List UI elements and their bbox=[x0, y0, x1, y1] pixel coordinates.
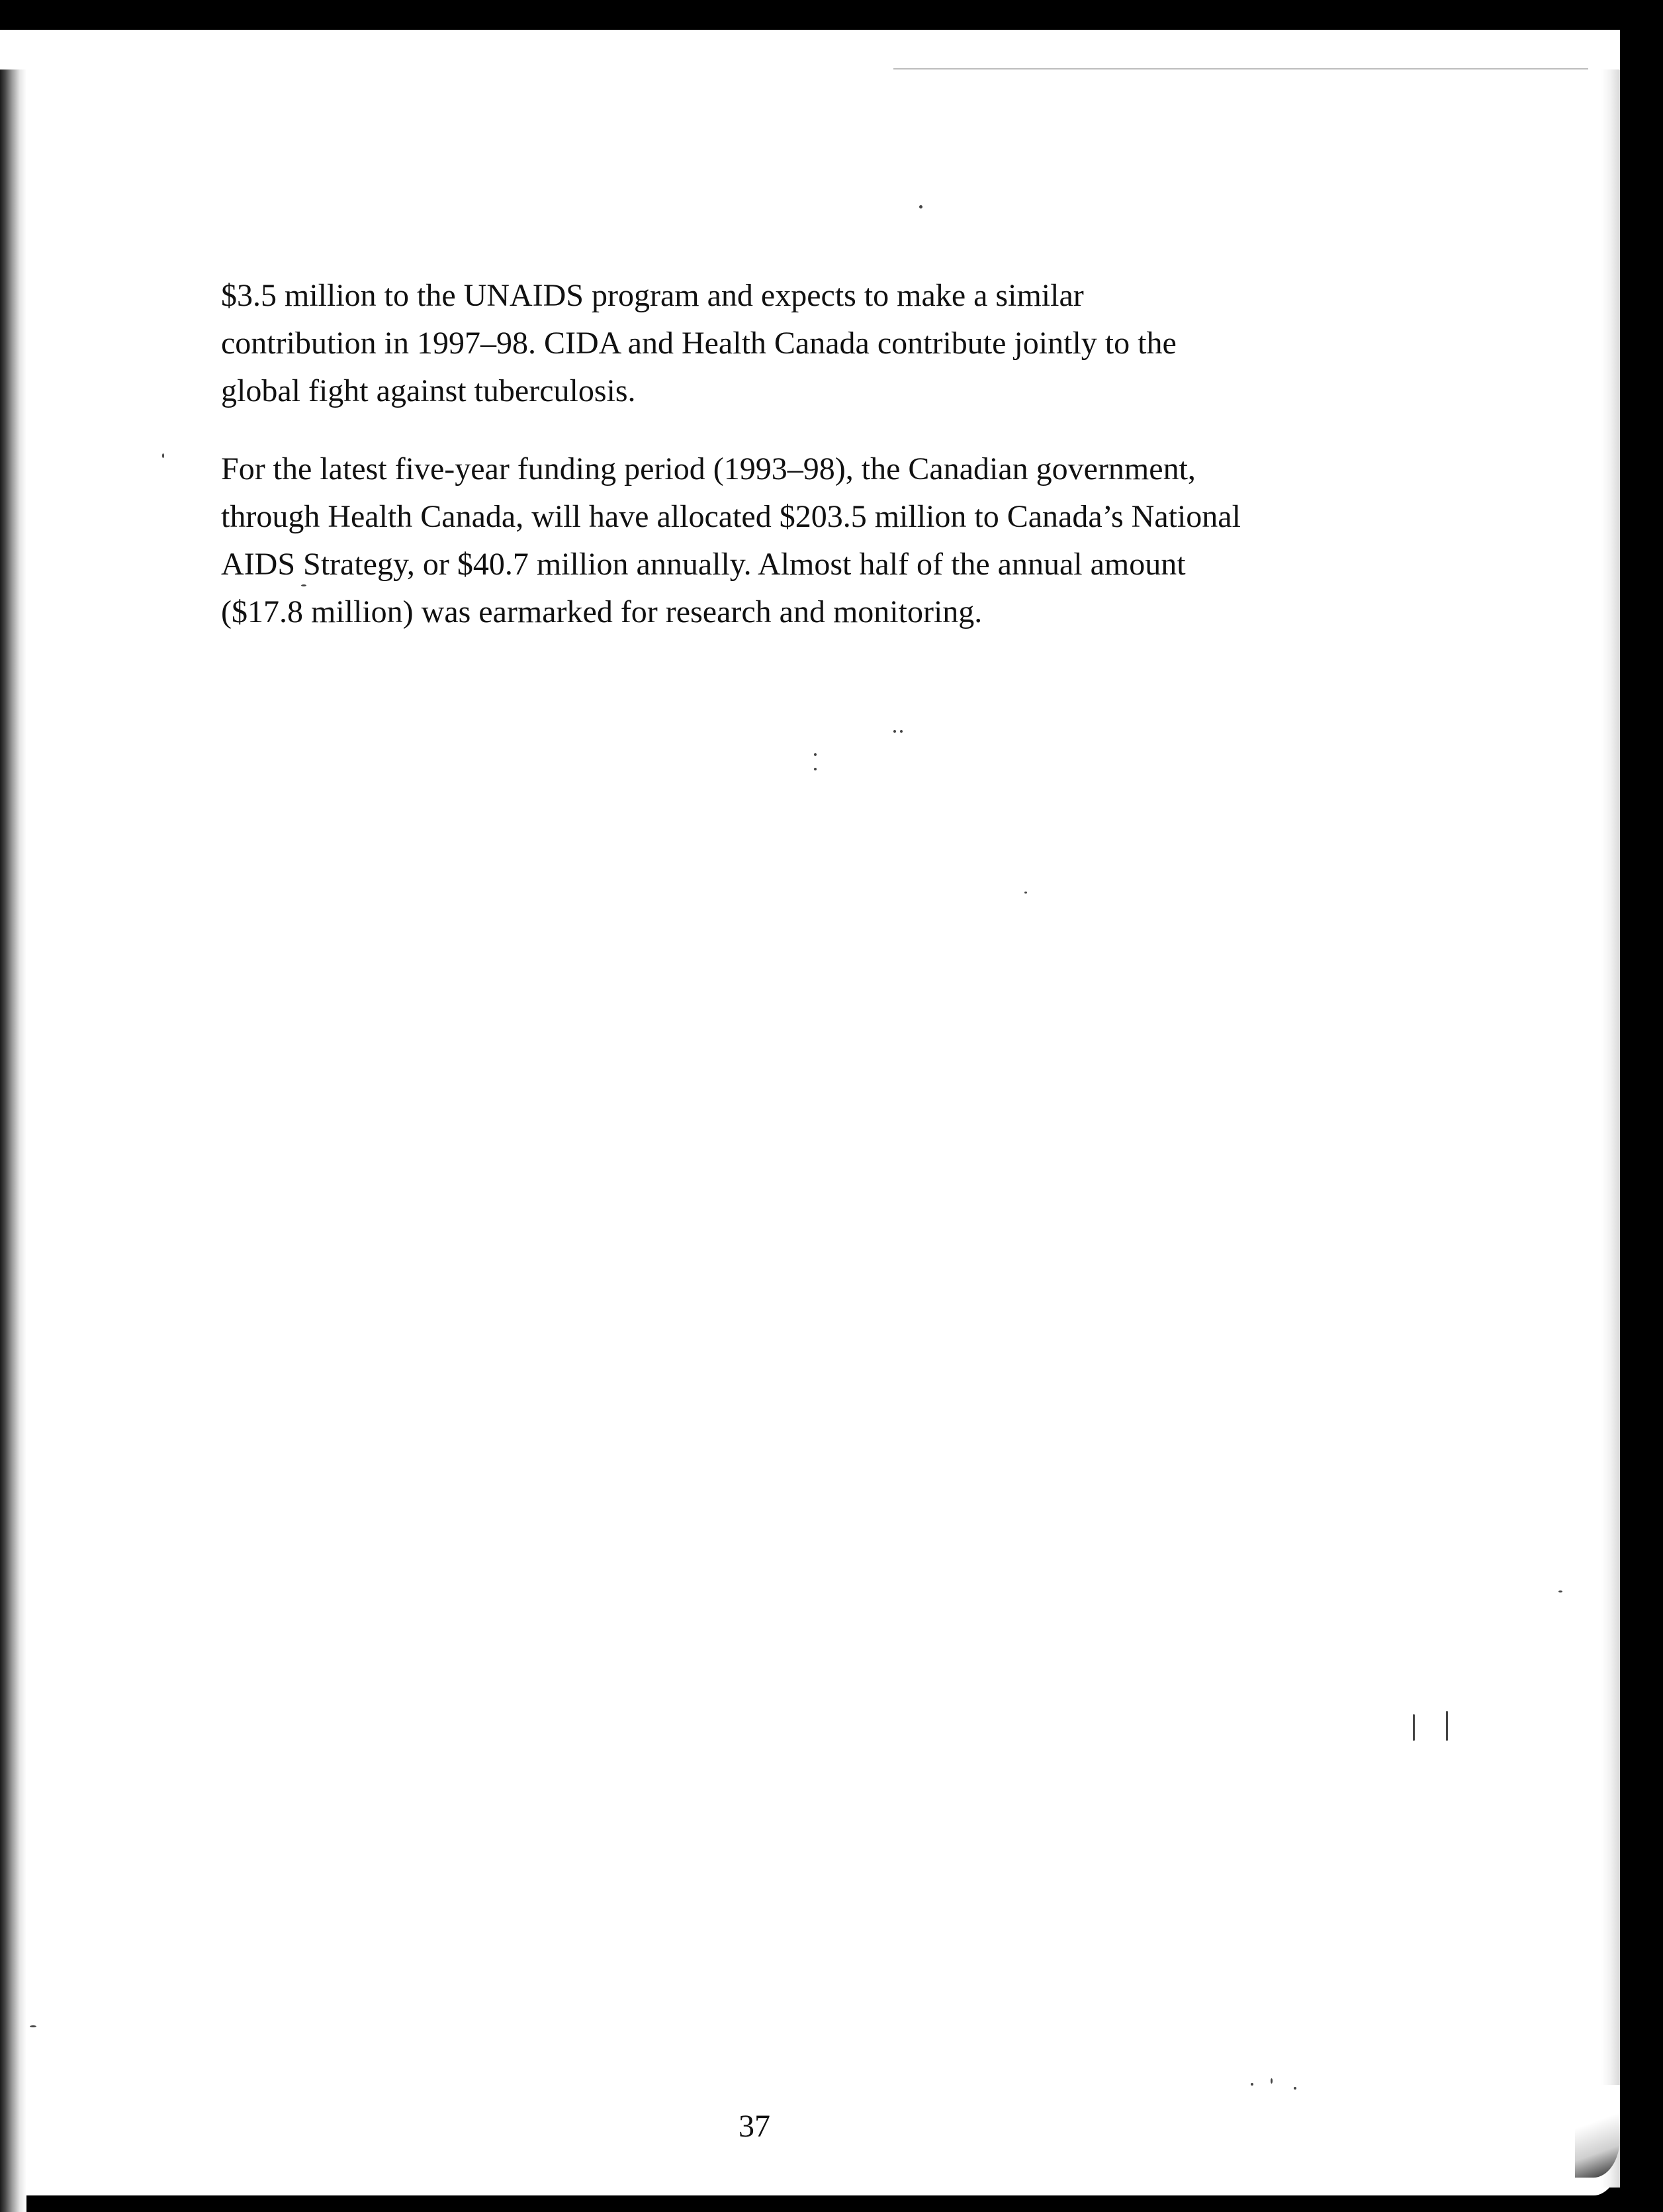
scan-speck bbox=[893, 730, 896, 733]
scan-edge-line bbox=[893, 68, 1588, 69]
page-curl bbox=[1575, 2085, 1620, 2178]
scan-speck bbox=[919, 205, 922, 208]
page-edge-shadow bbox=[1601, 69, 1620, 2188]
paragraph-unaids-contribution: $3.5 million to the UNAIDS program and expects to make a similar contribution in 1997–98. CIDA and Health Canada contribute jointly to the global fight against tuberculosis. bbox=[221, 278, 1177, 408]
scan-speck bbox=[1446, 1711, 1448, 1741]
scan-speck bbox=[30, 2025, 36, 2027]
scan-speck bbox=[1558, 1590, 1562, 1592]
body-text bbox=[221, 272, 1346, 667]
scan-speck bbox=[900, 730, 903, 733]
scan-speck bbox=[1294, 2087, 1296, 2090]
scan-speck bbox=[1024, 892, 1027, 894]
scan-speck bbox=[1413, 1714, 1415, 1741]
scan-speck bbox=[301, 584, 306, 586]
scan-speck bbox=[1251, 2083, 1253, 2086]
scan-speck bbox=[1271, 2078, 1273, 2084]
paper-sheet bbox=[0, 30, 1620, 2195]
scan-speck bbox=[814, 753, 817, 756]
page-number: 37 bbox=[739, 2109, 770, 2144]
scan-speck bbox=[162, 453, 164, 458]
scan-speck bbox=[814, 768, 817, 770]
paragraph-national-aids-strategy: For the latest five-year funding period (1993–98), the Canadian government, through Health Canada, will have allocated $203.5 million to Canada’s National AIDS Strategy, or $40.7 million annually. Almost half of the annual amount ($17.8 million) was earmarked for research and monitoring. bbox=[221, 451, 1241, 629]
binding-shadow bbox=[0, 69, 26, 2212]
